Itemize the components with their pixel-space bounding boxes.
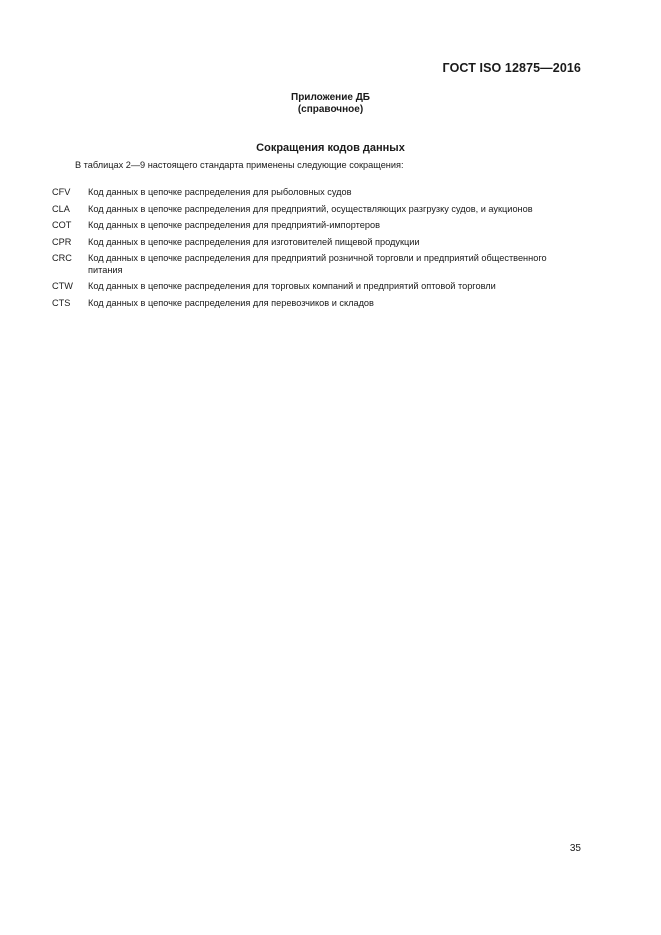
abbreviation-description: Код данных в цепочке распределения для торговых компаний и предприятий оптовой торговли [88,281,496,291]
annex-title: Приложение ДБ [291,92,370,103]
abbreviation-code: COT [52,220,72,230]
abbreviation-description: Код данных в цепочке распределения для предприятий-импортеров [88,220,380,230]
abbreviation-code: CFV [52,187,71,197]
abbreviation-code: CLA [52,203,70,214]
annex-subtitle: (справочное) [297,104,364,115]
abbreviation-item [52,298,582,310]
abbreviation-item [52,281,582,293]
abbreviation-code: CTS [52,297,71,308]
abbreviation-item [52,187,582,199]
abbreviation-description: Код данных в цепочке распределения для предприятий розничной торговли и предприятий общественного питания [88,253,547,275]
annex-heading [0,92,661,116]
page-number: 35 [569,843,581,854]
abbreviation-list [52,187,582,314]
abbreviation-code: CPR [52,236,72,247]
abbreviation-code: CTW [52,281,73,291]
abbreviation-description: Код данных в цепочке распределения для предприятий, осуществляющих разгрузку судов, и аукционов [88,203,533,214]
abbreviation-item [52,237,582,249]
abbreviation-description: Код данных в цепочке распределения для изготовителей пищевой продукции [88,236,420,247]
abbreviation-code: CRC [52,253,72,263]
abbreviation-description: Код данных в цепочке распределения для перевозчиков и складов [88,297,374,308]
intro-paragraph: В таблицах 2—9 настоящего стандарта применены следующие сокращения: [75,160,404,170]
standard-code: ГОСТ ISO 12875—2016 [442,61,581,75]
abbreviation-item [52,220,582,232]
section-title: Сокращения кодов данных [256,142,405,154]
abbreviation-item [52,204,582,216]
abbreviation-item [52,253,582,276]
abbreviation-description: Код данных в цепочке распределения для рыболовных судов [88,187,352,197]
